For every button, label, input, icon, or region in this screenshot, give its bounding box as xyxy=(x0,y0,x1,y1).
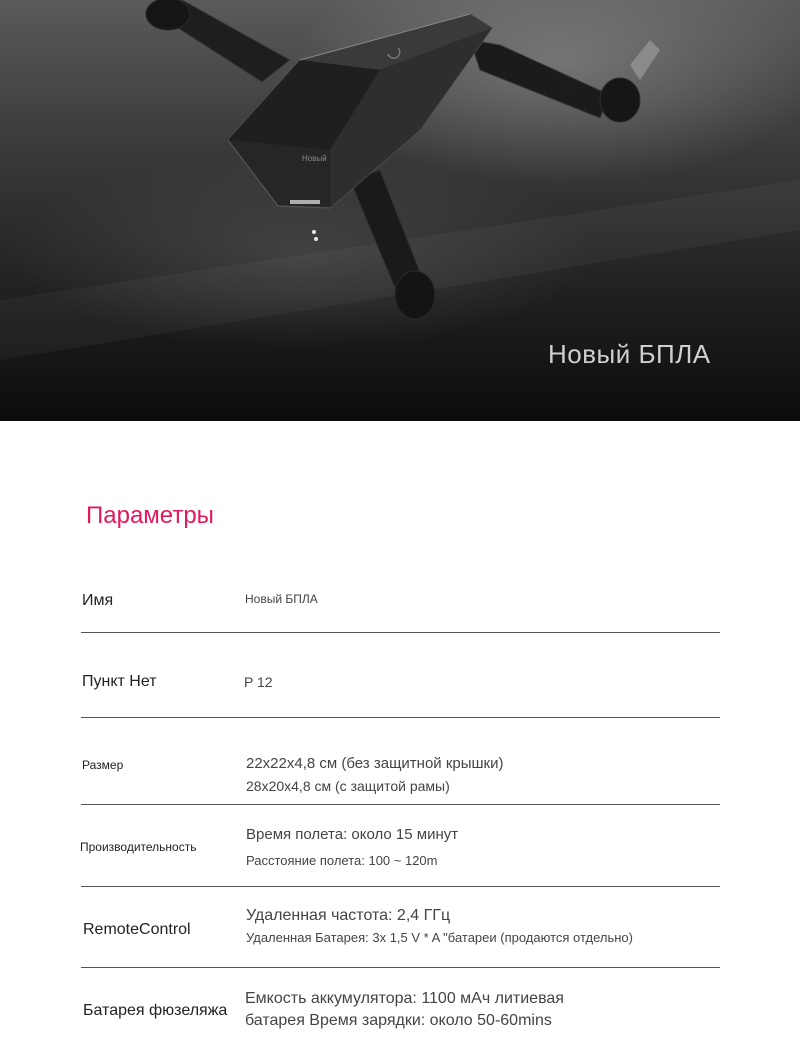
param-value-size-2: 28x20x4,8 см (с защитой рамы) xyxy=(246,778,450,794)
drone-body-mark: Новый xyxy=(302,154,327,163)
param-value-size-1: 22x22x4,8 см (без защитной крышки) xyxy=(246,755,504,772)
param-label-size: Размер xyxy=(82,758,124,772)
param-value-remote-2: Удаленная Батарея: 3x 1,5 V * A "батареи (продаются отдельно) xyxy=(246,930,633,945)
param-value-battery-2: батарея Время зарядки: около 50-60mins xyxy=(245,1012,552,1029)
param-value-performance-1: Время полета: около 15 минут xyxy=(246,826,459,843)
param-label-performance: Производительность xyxy=(80,840,197,854)
divider xyxy=(81,717,720,718)
section-title: Параметры xyxy=(86,502,214,529)
param-value-battery-1: Емкость аккумулятора: 1100 мАч литиевая xyxy=(245,990,564,1007)
hero-image xyxy=(0,0,800,421)
divider xyxy=(81,632,720,633)
divider xyxy=(81,804,720,805)
param-value-item-no: P 12 xyxy=(244,674,273,690)
param-label-item-no: Пункт Нет xyxy=(82,673,157,690)
divider xyxy=(81,967,720,968)
param-value-remote-1: Удаленная частота: 2,4 ГГц xyxy=(246,907,451,924)
param-label-name: Имя xyxy=(82,592,114,609)
divider xyxy=(81,886,720,887)
param-label-remote-control: RemoteControl xyxy=(83,921,191,938)
param-label-body-battery: Батарея фюзеляжа xyxy=(83,1002,228,1019)
param-value-performance-2: Расстояние полета: 100 ~ 120m xyxy=(246,853,438,868)
drone-arm-mark: Xy xyxy=(562,84,574,95)
hero-caption: Новый БПЛА xyxy=(548,339,711,369)
param-value-name: Новый БПЛА xyxy=(245,592,318,606)
